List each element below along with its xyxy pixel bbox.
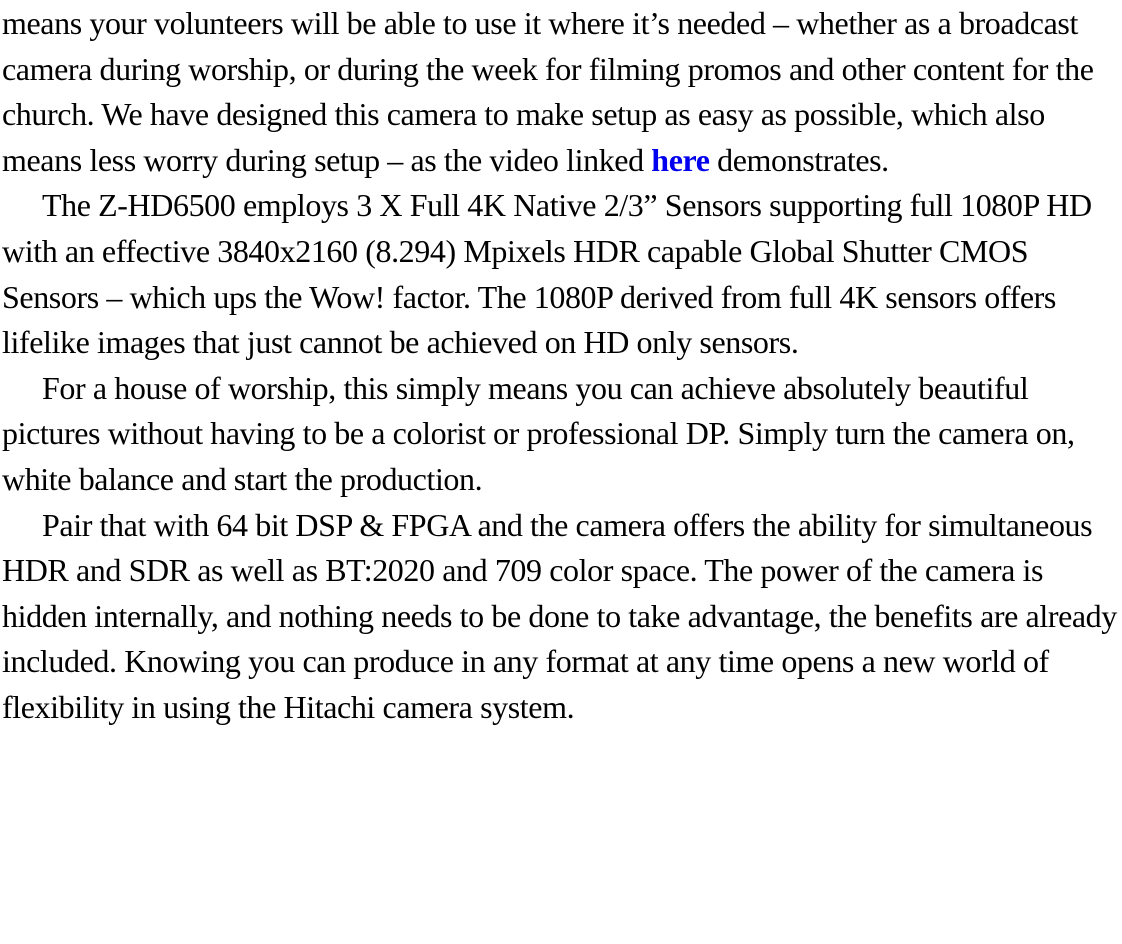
paragraph [2,503,1122,731]
paragraph-text: means your volunteers will be able to use it where it’s needed – whether as a broadcast camera during worship, or during the week for filming promos and other content for the church. We have designed this camera to make setup as easy as possible, which also means less worry during setup – as the video linked [2,5,1094,178]
paragraph-text: Pair that with 64 bit DSP & FPGA and the camera offers the ability for simultaneous HDR and SDR as well as BT:2020 and 709 color space. The power of the camera is hidden internally, and nothing needs to be done to take advantage, the benefits are already included. Knowing you can produce in any format at any time opens a new world of flexibility in using the Hitachi camera system. [2,506,1117,725]
paragraph [2,366,1122,503]
paragraph-text: The Z-HD6500 employs 3 X Full 4K Native 2/3” Sensors supporting full 1080P HD with an effective 3840x2160 (8.294) Mpixels HDR capable Global Shutter CMOS Sensors – which ups the Wow! factor. The 1080P derived from full 4K sensors offers lifelike images that just cannot be achieved on HD only sensors. [2,187,1092,361]
paragraph-text: demonstrates. [709,141,889,178]
here-link[interactable]: here [651,141,710,178]
paragraph [2,1,1122,183]
paragraph-text: For a house of worship, this simply means you can achieve absolutely beautiful pictures without having to be a colorist or professional DP. Simply turn the camera on, white balance and start the production. [2,369,1075,497]
paragraph [2,183,1122,365]
